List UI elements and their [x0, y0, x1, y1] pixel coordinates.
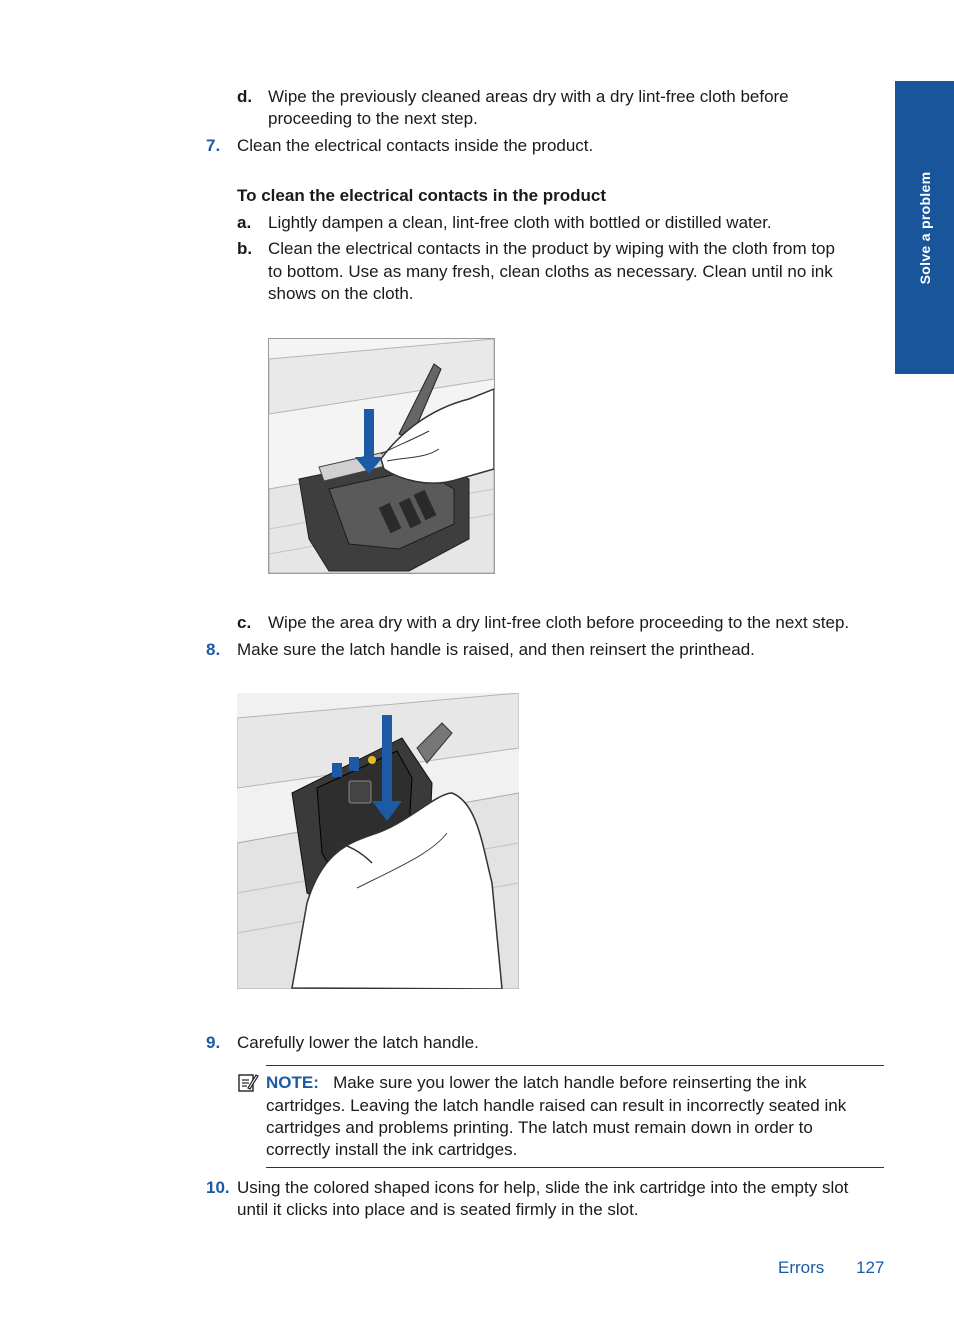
sub-step-b-line1: Clean the electrical contacts in the product by wiping with the cloth from top — [268, 239, 835, 258]
clean-contacts-drawing — [269, 339, 494, 573]
sub-step-d-line1: Wipe the previously cleaned areas dry with a dry lint-free cloth before — [268, 87, 789, 106]
sub-step-c-text: Wipe the area dry with a dry lint-free cloth before proceeding to the next step. — [268, 613, 850, 632]
step-7-number: 7. — [206, 136, 221, 155]
sub-step-b-line3: shows on the cloth. — [268, 284, 414, 303]
note-line4: correctly install the ink cartridges. — [266, 1140, 518, 1159]
note-label: NOTE: — [266, 1073, 319, 1092]
step-10-line1: Using the colored shaped icons for help, slide the ink cartridge into the empty slot — [237, 1178, 849, 1197]
reinsert-printhead-drawing — [237, 693, 519, 989]
footer-section: Errors — [778, 1258, 825, 1277]
note-line2: cartridges. Leaving the latch handle raised can result in incorrectly seated ink — [266, 1096, 847, 1115]
note-line1: NOTE: Make sure you lower the latch handle before reinserting the ink — [266, 1073, 807, 1092]
note-bottom-rule — [266, 1167, 884, 1168]
illustration-clean-contacts — [268, 338, 495, 574]
step-9-text: Carefully lower the latch handle. — [237, 1033, 479, 1052]
step-7-text: Clean the electrical contacts inside the product. — [237, 136, 594, 155]
side-tab-label: Solve a problem — [916, 171, 933, 284]
step-10-number: 10. — [206, 1178, 230, 1197]
sub-step-b-line2: to bottom. Use as many fresh, clean cloths as necessary. Clean until no ink — [268, 262, 833, 281]
sub-step-c-letter: c. — [237, 613, 252, 632]
procedure-heading: To clean the electrical contacts in the product — [237, 186, 607, 205]
sub-step-b-letter: b. — [237, 239, 253, 258]
step-8-text: Make sure the latch handle is raised, and then reinsert the printhead. — [237, 640, 755, 659]
step-9-number: 9. — [206, 1033, 221, 1052]
note-line3: cartridges and problems printing. The latch must remain down in order to — [266, 1118, 813, 1137]
side-tab — [895, 81, 954, 374]
sub-step-d-letter: d. — [237, 87, 253, 106]
footer-page-number: 127 — [856, 1258, 885, 1277]
illustration-reinsert-printhead — [237, 693, 519, 989]
sub-step-d-line2: proceeding to the next step. — [268, 109, 478, 128]
step-10-line2: until it clicks into place and is seated firmly in the slot. — [237, 1200, 639, 1219]
sub-step-a-text: Lightly dampen a clean, lint-free cloth with bottled or distilled water. — [268, 213, 772, 232]
note-top-rule — [266, 1065, 884, 1066]
note-icon — [237, 1072, 259, 1094]
sub-step-a-letter: a. — [237, 213, 252, 232]
step-8-number: 8. — [206, 640, 221, 659]
